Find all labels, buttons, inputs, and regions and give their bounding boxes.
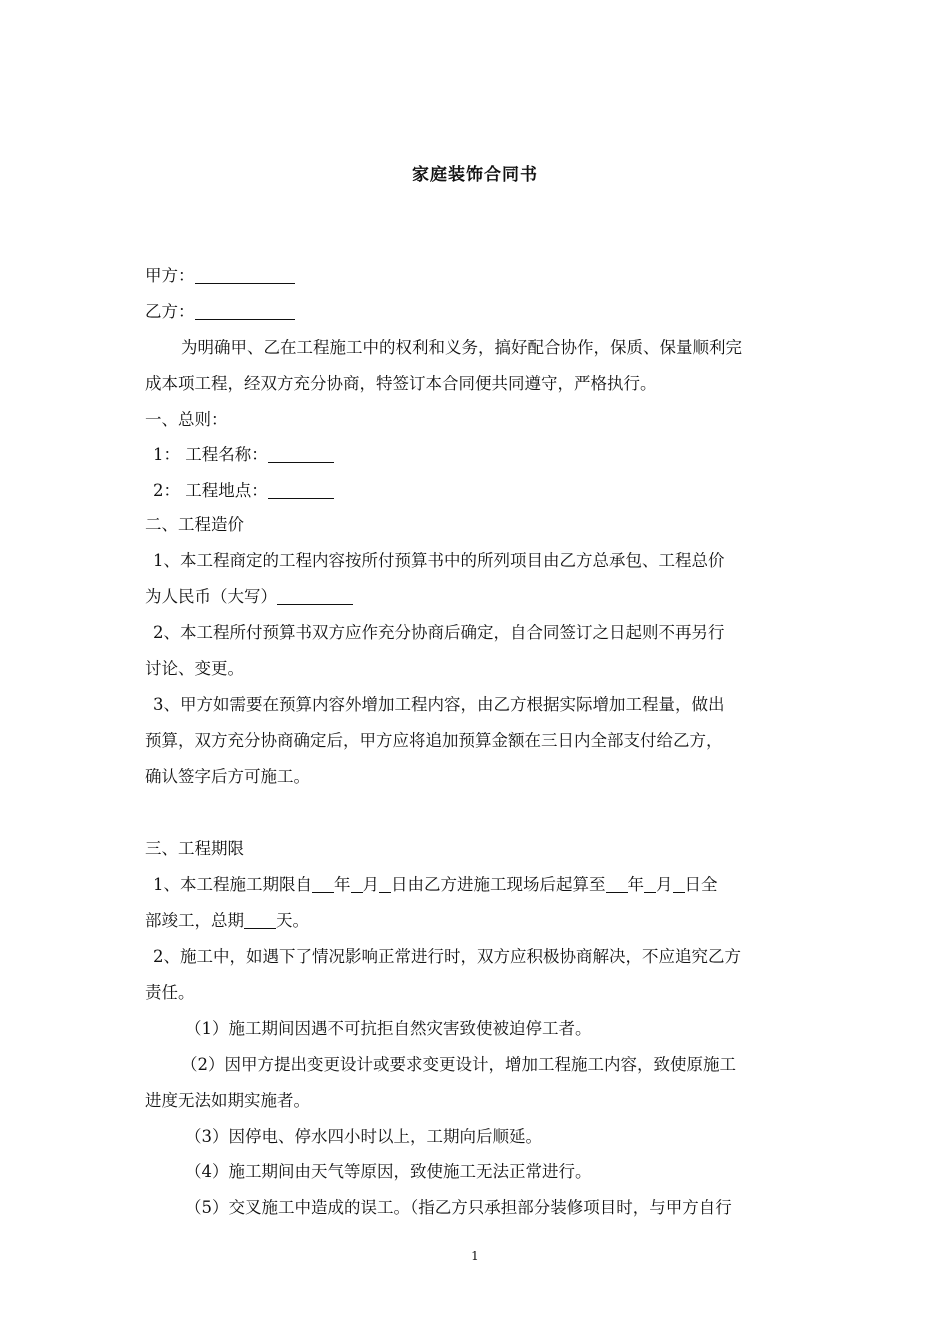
- party-a-label: 甲方：: [145, 266, 195, 285]
- end-month-blank: [644, 876, 656, 893]
- period-text-f: 月: [656, 875, 673, 894]
- section1-item1: [145, 444, 818, 466]
- project-name-blank: [268, 446, 334, 463]
- start-day-blank: [379, 876, 391, 893]
- section3-clause-2-line1: （2）因甲方提出变更设计或要求变更设计，增加工程施工内容，致使原施工: [181, 1055, 736, 1074]
- party-b-blank: [195, 303, 295, 320]
- project-site-blank: [268, 482, 334, 499]
- intro-line-1: 为明确甲、乙在工程施工中的权利和义务，搞好配合协作，保质、保量顺利完: [181, 338, 742, 357]
- project-name-label: 1： 工程名称：: [153, 445, 268, 464]
- party-a-blank: [195, 267, 295, 284]
- period-text-e: 年: [627, 875, 644, 894]
- section3-p1-line1: [145, 874, 818, 896]
- section2-heading: 二、工程造价: [145, 515, 244, 534]
- section3-clause-2-line2: 进度无法如期实施者。: [145, 1091, 310, 1110]
- period-text-c: 月: [362, 875, 379, 894]
- section2-p3-line1: 3、甲方如需要在预算内容外增加工程内容，由乙方根据实际增加工程量，做出: [153, 695, 725, 714]
- total-period-label: 部竣工，总期: [145, 911, 244, 930]
- section2-p1-line1: 1、本工程商定的工程内容按所付预算书中的所列项目由乙方总承包、工程总价: [153, 551, 725, 570]
- period-text-g: 日全: [684, 875, 718, 894]
- section3-p2-line2: 责任。: [145, 983, 195, 1002]
- section3-clause-5: （5）交叉施工中造成的误工。（指乙方只承担部分装修项目时，与甲方自行: [185, 1198, 732, 1217]
- section2-p1-line2: [145, 586, 810, 608]
- end-day-blank: [673, 876, 685, 893]
- section2-p2-line1: 2、本工程所付预算书双方应作充分协商后确定，自合同签订之日起则不再另行: [153, 623, 725, 642]
- intro-line-2: 成本项工程，经双方充分协商，特签订本合同便共同遵守，严格执行。: [145, 374, 657, 393]
- total-days-blank: [244, 912, 276, 929]
- section2-p3-line3: 确认签字后方可施工。: [145, 767, 310, 786]
- total-days-unit: 天。: [276, 911, 309, 930]
- section3-clause-3: （3）因停电、停水四小时以上，工期向后顺延。: [185, 1127, 542, 1146]
- section3-heading: 三、工程期限: [145, 839, 244, 858]
- end-year-blank: [606, 876, 628, 893]
- section2-p2-line2: 讨论、变更。: [145, 659, 244, 678]
- price-label: 为人民币（大写）: [145, 587, 277, 606]
- section2-p3-line2: 预算，双方充分协商确定后，甲方应将追加预算金额在三日内全部支付给乙方，: [145, 731, 723, 750]
- section3-p2-line1: 2、施工中，如遇下了情况影响正常进行时，双方应积极协商解决，不应追究乙方: [153, 947, 741, 966]
- section3-clause-4: （4）施工期间由天气等原因，致使施工无法正常进行。: [185, 1162, 592, 1181]
- section1-heading: 一、总则：: [145, 410, 228, 429]
- section3-p1-line2: [145, 910, 810, 932]
- document-title: 家庭装饰合同书: [412, 165, 538, 185]
- section1-item2: [145, 480, 818, 502]
- party-b-label: 乙方：: [145, 302, 195, 321]
- section3-clause-1: （1）施工期间因遇不可抗拒自然灾害致使被迫停工者。: [185, 1019, 592, 1038]
- page-number: 1: [471, 1249, 479, 1263]
- project-site-label: 2： 工程地点：: [153, 481, 268, 500]
- period-text-a: 1、本工程施工期限自: [153, 875, 312, 894]
- start-month-blank: [351, 876, 363, 893]
- period-text-d: 日由乙方进施工现场后起算至: [391, 875, 606, 894]
- period-text-b: 年: [334, 875, 351, 894]
- party-b-line: [145, 301, 810, 323]
- party-a-line: [145, 265, 810, 287]
- start-year-blank: [312, 876, 334, 893]
- price-blank: [277, 588, 353, 605]
